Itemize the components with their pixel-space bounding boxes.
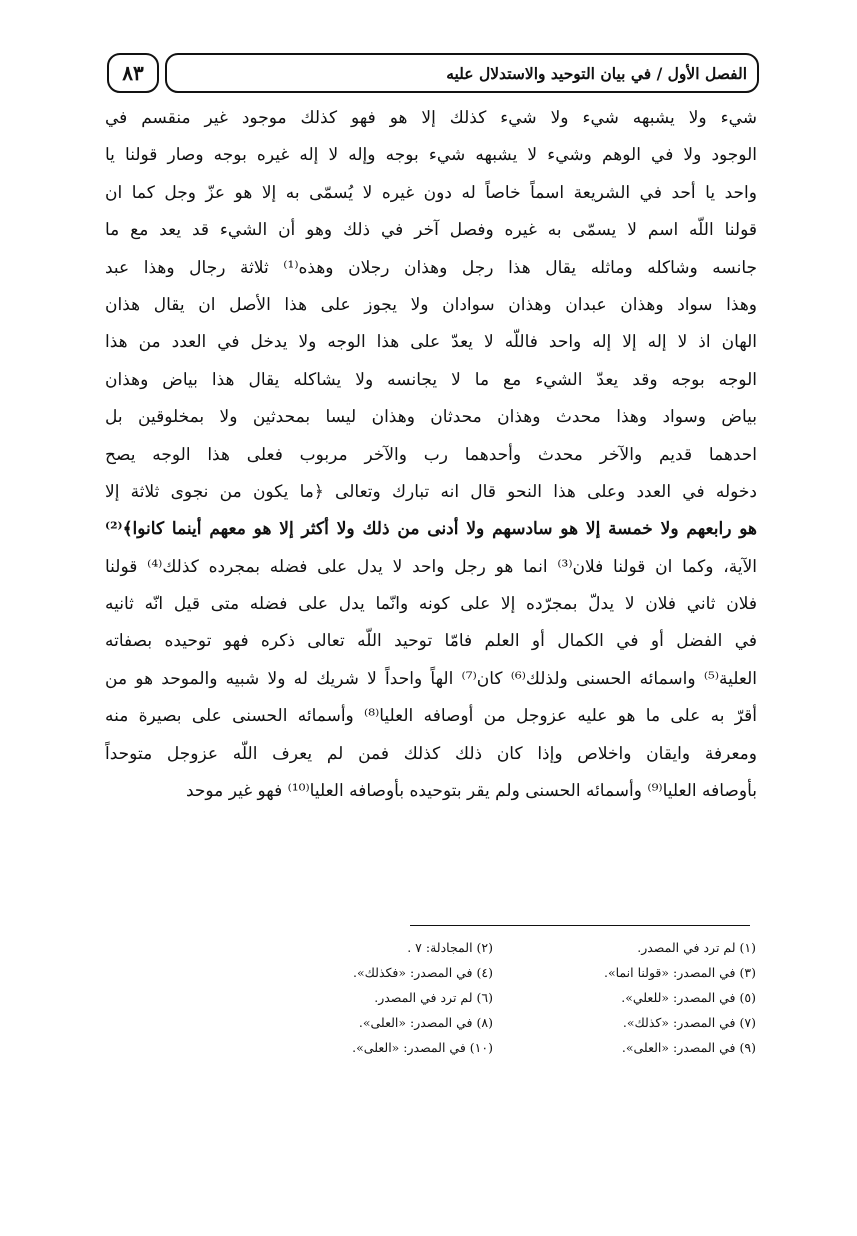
- text-line: بياض وسواد وهذا محدث وهذان محدثان وهذان ليسا بمحدثين ولا بمخلوقين بل: [105, 407, 757, 428]
- text-line: الآية، وكما ان قولنا فلان⁽³⁾ انما هو رجل واحد لا يدل على فضله بمجرده كذلك⁽⁴⁾ قولنا: [105, 556, 757, 577]
- page-number: ٨٣: [107, 53, 159, 93]
- footnote: (٥) في المصدر: «للعلي».: [621, 990, 756, 1005]
- text-line: احدهما قديم والآخر محدث وأحدهما رب والآخر مربوب فعلى هذا الوجه يصح: [105, 444, 757, 465]
- text-line: أقرّ به على ما هو عليه عزوجل من أوصافه العليا⁽⁸⁾ وأسمائه الحسنى على بصيرة منه: [105, 706, 757, 727]
- text-line: دخوله في العدد وعلى هذا النحو قال انه تبارك وتعالى ﴿ما يكون من نجوى ثلاثة إلا: [105, 481, 757, 502]
- footnote: (٣) في المصدر: «قولنا انما».: [603, 965, 756, 980]
- chapter-title: الفصل الأول / في بيان التوحيد والاستدلال عليه: [165, 53, 759, 93]
- main-text: [105, 100, 757, 810]
- footnotes: [240, 936, 756, 1060]
- footnote: (٩) في المصدر: «العلى».: [621, 1040, 756, 1055]
- footnote: (١) لم ترد في المصدر.: [637, 940, 756, 955]
- text-line: في الفضل أو في الكمال أو العلم فامّا توحيد اللّه تعالى ذكره فهو توحيده بصفاته: [105, 631, 757, 652]
- text-line: قولنا اللّه اسم لا يسمّى به غيره وفصل آخر في ذلك وهو أن الشيء قد يعد مع ما: [105, 220, 757, 241]
- footnote: (٨) في المصدر: «العلى».: [358, 1015, 493, 1030]
- text-line: العلية⁽⁵⁾ واسمائه الحسنى ولذلك⁽⁶⁾ كان⁽⁷⁾ الهاً واحداً لا شريك له ولا شبيه والموحد هو من: [105, 668, 757, 689]
- footnote-divider: [410, 925, 750, 926]
- text-line: فلان ثاني فلان لا يدلّ بمجرّده إلا على كونه وانّما يدل على فضله متى قيل انّه ثانيه: [105, 594, 757, 615]
- quran-verse-line: هو رابعهم ولا خمسة إلا هو سادسهم ولا أدنى من ذلك ولا أكثر إلا هو معهم أينما كانوا﴾⁽²⁾: [105, 519, 757, 540]
- text-line: الهان اذ لا إله إلا إله واحد فاللّه لا يعدّ على هذا الوجه ولا يدخل في العدد من هذا: [105, 332, 757, 353]
- text-line: جانسه وشاكله وماثله يقال هذا رجل وهذان رجلان وهذه⁽¹⁾ ثلاثة رجال وهذا عبد: [105, 257, 757, 278]
- text-line: وهذا سواد وهذان عبدان وهذان سوادان ولا يجوز على هذا الأصل ان يقال هذان: [105, 294, 757, 315]
- text-line: بأوصافه العليا⁽⁹⁾ وأسمائه الحسنى ولم يقر بتوحيده بأوصافه العليا⁽¹⁰⁾ فهو غير موحد: [185, 781, 757, 802]
- text-line: شيء ولا يشبهه شيء ولا شيء كذلك إلا هو فهو كذلك موجود غير منقسم في: [105, 108, 757, 128]
- text-line: ومعرفة وايقان واخلاص وإذا كان ذلك كذلك فمن لم يعرف اللّه عزوجل متوحداً: [105, 743, 757, 764]
- footnote: (٦) لم ترد في المصدر.: [374, 990, 493, 1005]
- footnote: (٤) في المصدر: «فكذلك».: [352, 965, 493, 980]
- text-line: الوجه بوجه وقد يعدّ الشيء مع ما لا يجانسه ولا يشاكله يقال هذا بياض وهذان: [105, 369, 757, 390]
- footnote: (٧) في المصدر: «كذلك».: [622, 1015, 756, 1030]
- footnote: (١٠) في المصدر: «العلى».: [352, 1040, 493, 1055]
- text-line: الوجود ولا في الوهم وشيء لا يشبهه شيء بوجه وإله لا إله غيره بوجه وصار قولنا يا: [105, 145, 757, 166]
- footnote: (٢) المجادلة: ٧ .: [407, 940, 493, 955]
- text-line: واحد يا أحد في الشريعة اسماً خاصاً له دون غيره لا يُسمّى به إلا هو عزّ وجل كما ان: [105, 182, 757, 203]
- page-header: [107, 53, 759, 95]
